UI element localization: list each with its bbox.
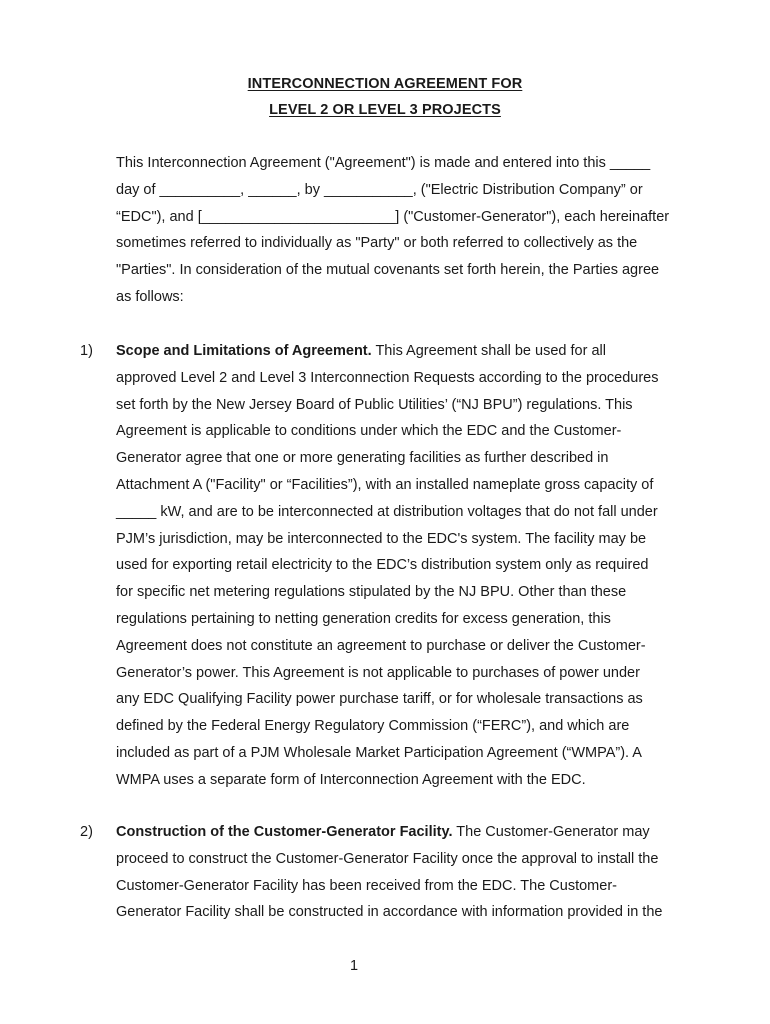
section-1-line: approved Level 2 and Level 3 Interconnection Requests according to the procedures <box>116 369 659 386</box>
intro-line: This Interconnection Agreement ("Agreement") is made and entered into this _____ <box>116 155 651 171</box>
section-1-first-line <box>116 338 706 365</box>
section-2-first-line <box>116 819 706 846</box>
section-1-line: Agreement is applicable to conditions under which the EDC and the Customer- <box>116 423 622 440</box>
section-2-heading: Construction of the Customer-Generator Facility. <box>116 824 453 840</box>
section-2-paragraph <box>116 819 706 926</box>
document-title-line-1: INTERCONNECTION AGREEMENT FOR <box>247 76 523 92</box>
section-1-line: WMPA uses a separate form of Interconnection Agreement with the EDC. <box>116 771 586 788</box>
page-number: 1 <box>349 958 359 974</box>
section-1-first-line-text: This Agreement shall be used for all <box>371 343 606 359</box>
section-1-line: Agreement does not constitute an agreement to purchase or deliver the Customer- <box>116 637 646 654</box>
section-1-line: set forth by the New Jersey Board of Public Utilities’ (“NJ BPU”) regulations. This <box>116 396 633 413</box>
section-1-line: regulations pertaining to netting generation credits for excess generation, this <box>116 610 611 627</box>
section-1-line: used for exporting retail electricity to the EDC’s distribution system only as required <box>116 557 649 574</box>
section-1-line: PJM’s jurisdiction, may be interconnected to the EDC's system. The facility may be <box>116 530 647 547</box>
section-1-line: for specific net metering regulations stipulated by the NJ BPU. Other than these <box>116 584 627 601</box>
section-1-number: 1) <box>80 343 93 359</box>
section-1-line: defined by the Federal Energy Regulatory Commission (“FERC”), and which are <box>116 718 630 735</box>
section-1-line: Generator agree that one or more generating facilities as further described in <box>116 450 609 467</box>
section-1-line: _____ kW, and are to be interconnected at distribution voltages that do not fall under <box>116 503 658 520</box>
section-1-line: Attachment A ("Facility" or “Facilities”), with an installed nameplate gross capacity of <box>116 476 654 493</box>
section-2-line: proceed to construct the Customer-Generator Facility once the approval to install the <box>116 850 659 867</box>
intro-line: as follows: <box>116 288 184 305</box>
section-1-heading: Scope and Limitations of Agreement. <box>116 343 372 359</box>
intro-line: sometimes referred to individually as "Party" or both referred to collectively as the <box>116 235 638 252</box>
intro-line: "Parties". In consideration of the mutual covenants set forth herein, the Parties agree <box>116 262 660 279</box>
section-1-paragraph <box>116 338 706 794</box>
section-1-line: included as part of a PJM Wholesale Market Participation Agreement (“WMPA”). A <box>116 744 642 761</box>
section-2-line: Customer-Generator Facility has been received from the EDC. The Customer- <box>116 877 617 894</box>
section-2-first-line-text: The Customer-Generator may <box>452 824 650 840</box>
section-1-line: Generator’s power. This Agreement is not applicable to purchases of power under <box>116 664 640 681</box>
intro-line: day of __________, ______, by ___________, ("Electric Distribution Company” or <box>116 181 643 198</box>
section-1-line: any EDC Qualifying Facility power purchase tariff, or for wholesale transactions as <box>116 691 643 708</box>
section-2-number: 2) <box>80 824 93 840</box>
intro-line: “EDC"), and [________________________] ("Customer-Generator"), each hereinafter <box>116 208 670 225</box>
document-title-line-2: LEVEL 2 OR LEVEL 3 PROJECTS <box>269 102 501 118</box>
intro-paragraph <box>116 150 706 311</box>
section-2-line: Generator Facility shall be constructed in accordance with information provided in the <box>116 904 663 921</box>
